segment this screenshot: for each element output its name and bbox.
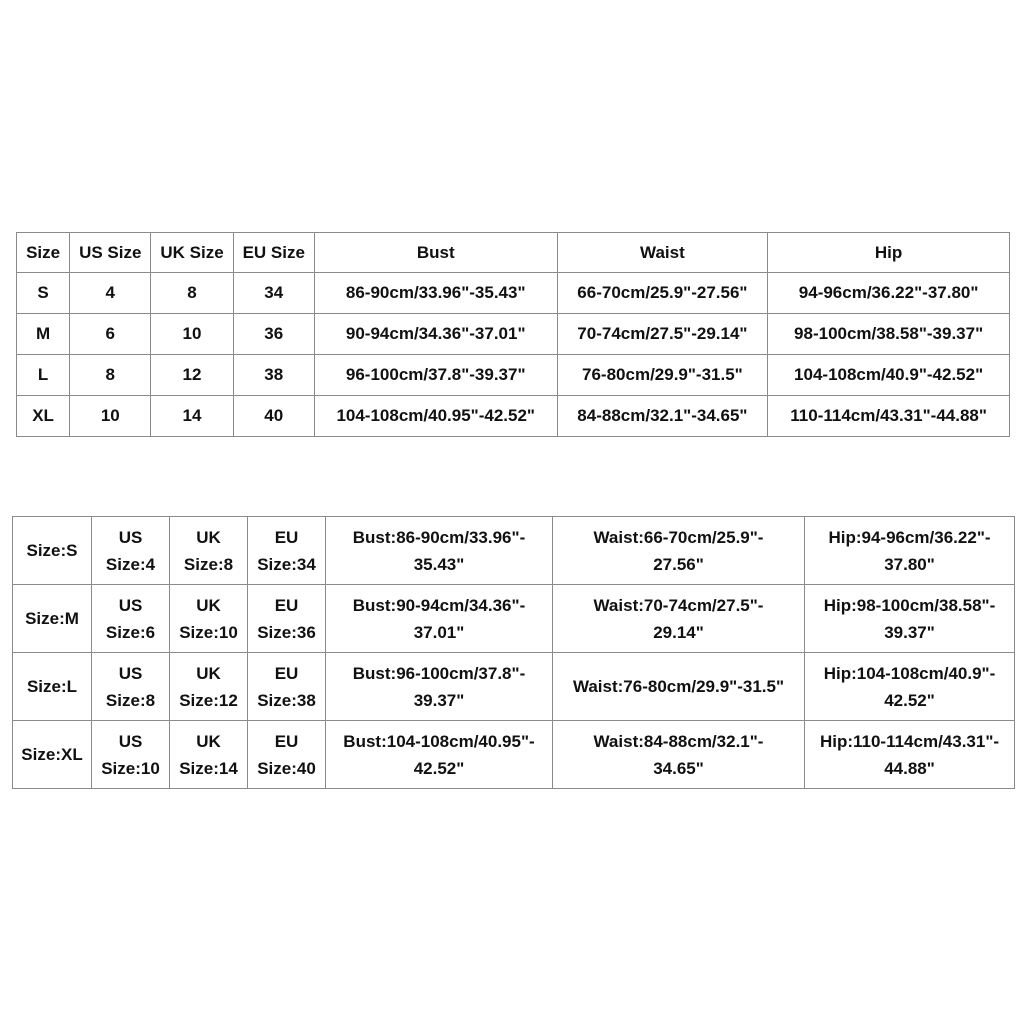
- table-row: [17, 314, 1010, 355]
- cell-hip: 110-114cm/43.31"-44.88": [768, 396, 1010, 437]
- cell-uk-size: 10: [151, 314, 233, 355]
- cell-size: S: [17, 273, 70, 314]
- cell-line: UK: [196, 731, 221, 751]
- cell-line: Waist:66-70cm/25.9"-: [593, 527, 764, 547]
- cell-us-size: 4: [70, 273, 151, 314]
- size-chart-table: [16, 232, 1010, 437]
- cell-line: Bust:90-94cm/34.36"-: [352, 595, 526, 615]
- cell-us-size: [92, 653, 170, 721]
- cell-waist: 66-70cm/25.9"-27.56": [557, 273, 768, 314]
- cell-line: 42.52": [884, 690, 935, 710]
- cell-line: EU: [274, 731, 299, 751]
- cell-hip: [805, 585, 1015, 653]
- cell-line: Size:36: [257, 622, 316, 642]
- cell-line: US: [118, 731, 143, 751]
- cell-line: 39.37": [413, 690, 465, 710]
- cell-line: 42.52": [413, 758, 465, 778]
- cell-line: Bust:96-100cm/37.8"-: [352, 663, 526, 683]
- cell-bust: 96-100cm/37.8"-39.37": [314, 355, 557, 396]
- cell-us-size: 10: [70, 396, 151, 437]
- cell-us-size: [92, 517, 170, 585]
- cell-hip: [805, 653, 1015, 721]
- cell-line: UK: [196, 527, 221, 547]
- cell-waist: [553, 653, 805, 721]
- cell-uk-size: 8: [151, 273, 233, 314]
- cell-bust: [326, 721, 553, 789]
- cell-eu-size: [248, 585, 326, 653]
- cell-eu-size: 38: [233, 355, 314, 396]
- cell-line: Bust:104-108cm/40.95"-: [343, 731, 535, 751]
- table-row: [13, 721, 1015, 789]
- cell-line: 44.88": [884, 758, 935, 778]
- cell-eu-size: 40: [233, 396, 314, 437]
- cell-eu-size: [248, 653, 326, 721]
- header-cell-us-size: US Size: [70, 233, 151, 273]
- cell-size: [13, 585, 92, 653]
- cell-eu-size: [248, 517, 326, 585]
- cell-line: Size:8: [105, 690, 156, 710]
- cell-line: Size:12: [179, 690, 238, 710]
- cell-line: Size:XL: [21, 745, 83, 764]
- cell-hip: [805, 721, 1015, 789]
- table-row: [17, 396, 1010, 437]
- cell-size: M: [17, 314, 70, 355]
- cell-line: Hip:94-96cm/36.22"-: [828, 527, 991, 547]
- cell-bust: 90-94cm/34.36"-37.01": [314, 314, 557, 355]
- cell-line: Bust:86-90cm/33.96"-: [352, 527, 526, 547]
- cell-line: EU: [274, 527, 299, 547]
- cell-line: 39.37": [884, 622, 935, 642]
- cell-line: Size:M: [25, 609, 79, 628]
- cell-waist: [553, 721, 805, 789]
- table-row: [13, 653, 1015, 721]
- cell-line: US: [118, 527, 143, 547]
- cell-uk-size: 14: [151, 396, 233, 437]
- cell-line: Hip:104-108cm/40.9"-: [823, 663, 996, 683]
- header-cell-uk-size: UK Size: [151, 233, 233, 273]
- cell-line: 37.01": [413, 622, 465, 642]
- cell-uk-size: [170, 517, 248, 585]
- cell-line: Size:40: [257, 758, 316, 778]
- cell-eu-size: [248, 721, 326, 789]
- cell-hip: 104-108cm/40.9"-42.52": [768, 355, 1010, 396]
- cell-us-size: [92, 585, 170, 653]
- cell-size: [13, 653, 92, 721]
- cell-line: Size:10: [101, 758, 160, 778]
- cell-waist: [553, 517, 805, 585]
- table-row: [17, 355, 1010, 396]
- cell-line: Size:S: [26, 541, 78, 560]
- cell-hip: 94-96cm/36.22"-37.80": [768, 273, 1010, 314]
- cell-uk-size: [170, 585, 248, 653]
- table-row: [13, 585, 1015, 653]
- header-cell-hip: Hip: [768, 233, 1010, 273]
- cell-uk-size: [170, 653, 248, 721]
- cell-line: Waist:76-80cm/29.9"-31.5": [572, 677, 785, 696]
- cell-line: Waist:84-88cm/32.1"-: [593, 731, 764, 751]
- cell-us-size: [92, 721, 170, 789]
- cell-uk-size: 12: [151, 355, 233, 396]
- header-cell-size: Size: [17, 233, 70, 273]
- cell-eu-size: 36: [233, 314, 314, 355]
- cell-line: 35.43": [413, 554, 465, 574]
- cell-waist: 76-80cm/29.9"-31.5": [557, 355, 768, 396]
- cell-line: 29.14": [653, 622, 704, 642]
- cell-line: UK: [196, 663, 221, 683]
- cell-uk-size: [170, 721, 248, 789]
- cell-line: Hip:98-100cm/38.58"-: [823, 595, 996, 615]
- cell-waist: [553, 585, 805, 653]
- cell-line: US: [118, 595, 143, 615]
- header-cell-waist: Waist: [557, 233, 768, 273]
- cell-line: Waist:70-74cm/27.5"-: [593, 595, 764, 615]
- cell-bust: [326, 585, 553, 653]
- cell-us-size: 8: [70, 355, 151, 396]
- cell-line: Size:4: [105, 554, 156, 574]
- cell-hip: [805, 517, 1015, 585]
- cell-line: Size:34: [257, 554, 316, 574]
- cell-line: EU: [274, 663, 299, 683]
- cell-bust: 86-90cm/33.96"-35.43": [314, 273, 557, 314]
- cell-hip: 98-100cm/38.58"-39.37": [768, 314, 1010, 355]
- header-cell-eu-size: EU Size: [233, 233, 314, 273]
- cell-eu-size: 34: [233, 273, 314, 314]
- cell-bust: [326, 653, 553, 721]
- table-header-row: [17, 233, 1010, 273]
- cell-bust: 104-108cm/40.95"-42.52": [314, 396, 557, 437]
- cell-line: Size:L: [26, 677, 78, 696]
- cell-line: Size:10: [179, 622, 238, 642]
- cell-line: EU: [274, 595, 299, 615]
- cell-bust: [326, 517, 553, 585]
- cell-us-size: 6: [70, 314, 151, 355]
- cell-size: XL: [17, 396, 70, 437]
- cell-line: Hip:110-114cm/43.31"-: [819, 731, 1000, 751]
- cell-waist: 84-88cm/32.1"-34.65": [557, 396, 768, 437]
- cell-line: 34.65": [653, 758, 704, 778]
- cell-waist: 70-74cm/27.5"-29.14": [557, 314, 768, 355]
- size-chart-labeled-table: [12, 516, 1015, 789]
- cell-line: 27.56": [653, 554, 704, 574]
- table-row: [13, 517, 1015, 585]
- cell-size: [13, 517, 92, 585]
- cell-line: Size:6: [105, 622, 156, 642]
- cell-line: US: [118, 663, 143, 683]
- cell-line: UK: [196, 595, 221, 615]
- cell-size: L: [17, 355, 70, 396]
- cell-line: 37.80": [884, 554, 935, 574]
- cell-size: [13, 721, 92, 789]
- cell-line: Size:14: [179, 758, 238, 778]
- cell-line: Size:8: [183, 554, 234, 574]
- header-cell-bust: Bust: [314, 233, 557, 273]
- table-row: [17, 273, 1010, 314]
- cell-line: Size:38: [257, 690, 316, 710]
